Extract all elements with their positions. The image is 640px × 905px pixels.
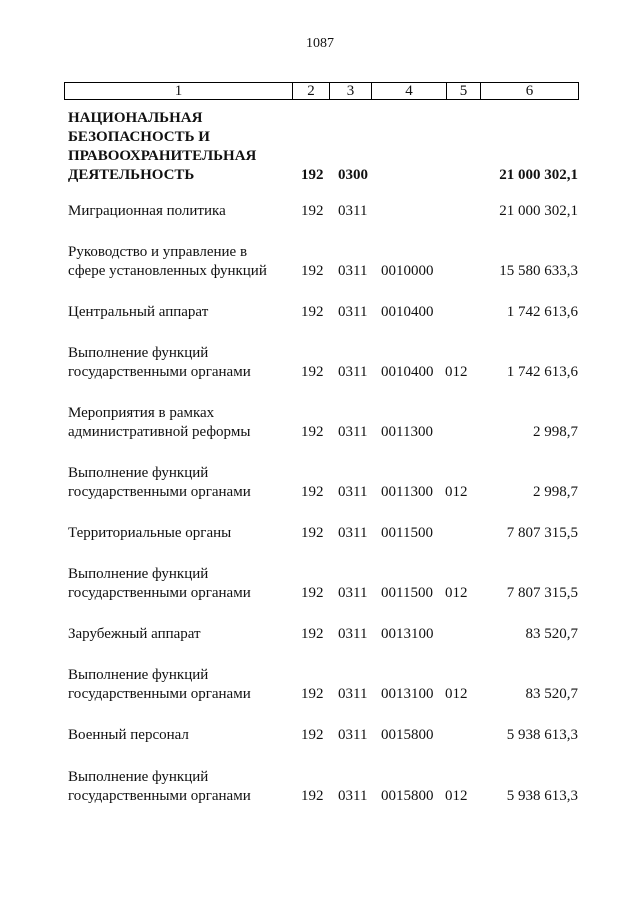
row-name-line: Центральный аппарат [68,304,209,320]
cell-c3: 0311 [338,424,368,440]
column-header-5: 5 [447,83,481,99]
cell-c2: 192 [301,167,324,183]
cell-c2: 192 [301,304,324,320]
row-name-line: НАЦИОНАЛЬНАЯ [68,110,203,126]
cell-c4: 0013100 [381,686,434,702]
cell-c6: 2 998,7 [533,424,578,440]
column-header-3: 3 [330,83,372,99]
cell-c2: 192 [301,484,324,500]
row-name-line: государственными органами [68,484,251,500]
row-name [68,768,284,806]
row-name [68,344,284,382]
row-name-line: Выполнение функций [68,465,209,481]
row-name [68,243,284,281]
column-header-1: 1 [65,83,293,99]
cell-c2: 192 [301,525,324,541]
column-header-2: 2 [293,83,330,99]
cell-c3: 0311 [338,788,368,804]
row-name [68,464,284,502]
cell-c2: 192 [301,203,324,219]
cell-c5: 012 [445,686,468,702]
cell-c6: 5 938 613,3 [506,788,578,804]
row-name [68,109,284,185]
row-name-line: Выполнение функций [68,566,209,582]
cell-c3: 0311 [338,263,368,279]
cell-c2: 192 [301,364,324,380]
cell-c2: 192 [301,727,324,743]
row-name [68,524,284,543]
row-name [68,666,284,704]
row-name-line: государственными органами [68,788,251,804]
cell-c3: 0311 [338,686,368,702]
row-name-line: государственными органами [68,364,251,380]
table-row [0,625,640,644]
table-row [0,524,640,543]
cell-c3: 0311 [338,525,368,541]
cell-c5: 012 [445,788,468,804]
cell-c3: 0311 [338,585,368,601]
cell-c4: 0011500 [381,585,433,601]
cell-c3: 0311 [338,727,368,743]
cell-c6: 15 580 633,3 [499,263,578,279]
cell-c6: 83 520,7 [525,686,578,702]
page-number: 1087 [306,36,334,51]
cell-c3: 0311 [338,484,368,500]
cell-c6: 7 807 315,5 [506,525,578,541]
cell-c3: 0300 [338,167,368,183]
cell-c2: 192 [301,585,324,601]
row-name-line: Выполнение функций [68,769,209,785]
row-name [68,565,284,603]
row-name-line: государственными органами [68,585,251,601]
cell-c6: 5 938 613,3 [506,727,578,743]
column-header-4: 4 [372,83,447,99]
row-name [68,303,284,322]
table-row [0,464,640,502]
cell-c4: 0011300 [381,424,433,440]
cell-c4: 0010000 [381,263,434,279]
cell-c6: 21 000 302,1 [499,203,578,219]
table-row [0,768,640,806]
table-row [0,726,640,745]
table-row [0,666,640,704]
cell-c2: 192 [301,263,324,279]
row-name-line: Зарубежный аппарат [68,626,201,642]
cell-c5: 012 [445,585,468,601]
column-header-6: 6 [525,82,534,99]
row-name-line: Выполнение функций [68,345,209,361]
row-name [68,404,284,442]
row-name [68,726,284,745]
cell-c6: 1 742 613,6 [506,304,578,320]
cell-c4: 0010400 [381,304,434,320]
row-name-line: Военный персонал [68,727,189,743]
table-row [0,344,640,382]
row-name-line: Мероприятия в рамках [68,405,215,421]
row-name [68,202,284,221]
table-row [0,565,640,603]
cell-c4: 0011500 [381,525,433,541]
table-row [0,202,640,221]
table-row [0,303,640,322]
cell-c2: 192 [301,626,324,642]
cell-c6: 2 998,7 [533,484,578,500]
cell-c2: 192 [301,788,324,804]
column-header-row [64,82,579,100]
row-name-line: государственными органами [68,686,251,702]
row-name-line: Территориальные органы [68,525,232,541]
table-row [0,404,640,442]
cell-c3: 0311 [338,626,368,642]
cell-c4: 0015800 [381,788,434,804]
cell-c2: 192 [301,424,324,440]
row-name-line: Руководство и управление в [68,244,248,260]
table-row [0,109,640,185]
cell-c5: 012 [445,484,468,500]
cell-c4: 0011300 [381,484,433,500]
table-row [0,243,640,281]
cell-c4: 0010400 [381,364,434,380]
cell-c6: 1 742 613,6 [506,364,578,380]
row-name-line: ДЕЯТЕЛЬНОСТЬ [68,167,195,183]
cell-c3: 0311 [338,304,368,320]
row-name-line: ПРАВООХРАНИТЕЛЬНАЯ [68,148,257,164]
row-name-line: Выполнение функций [68,667,209,683]
row-name-line: БЕЗОПАСНОСТЬ И [68,129,210,145]
cell-c2: 192 [301,686,324,702]
row-name-line: сфере установленных функций [68,263,267,279]
cell-c3: 0311 [338,364,368,380]
cell-c4: 0015800 [381,727,434,743]
row-name-line: административной реформы [68,424,251,440]
cell-c3: 0311 [338,203,368,219]
cell-c4: 0013100 [381,626,434,642]
cell-c5: 012 [445,364,468,380]
cell-c6: 83 520,7 [525,626,578,642]
row-name [68,625,284,644]
cell-c6: 7 807 315,5 [506,585,578,601]
row-name-line: Миграционная политика [68,203,226,219]
cell-c6: 21 000 302,1 [499,167,578,183]
